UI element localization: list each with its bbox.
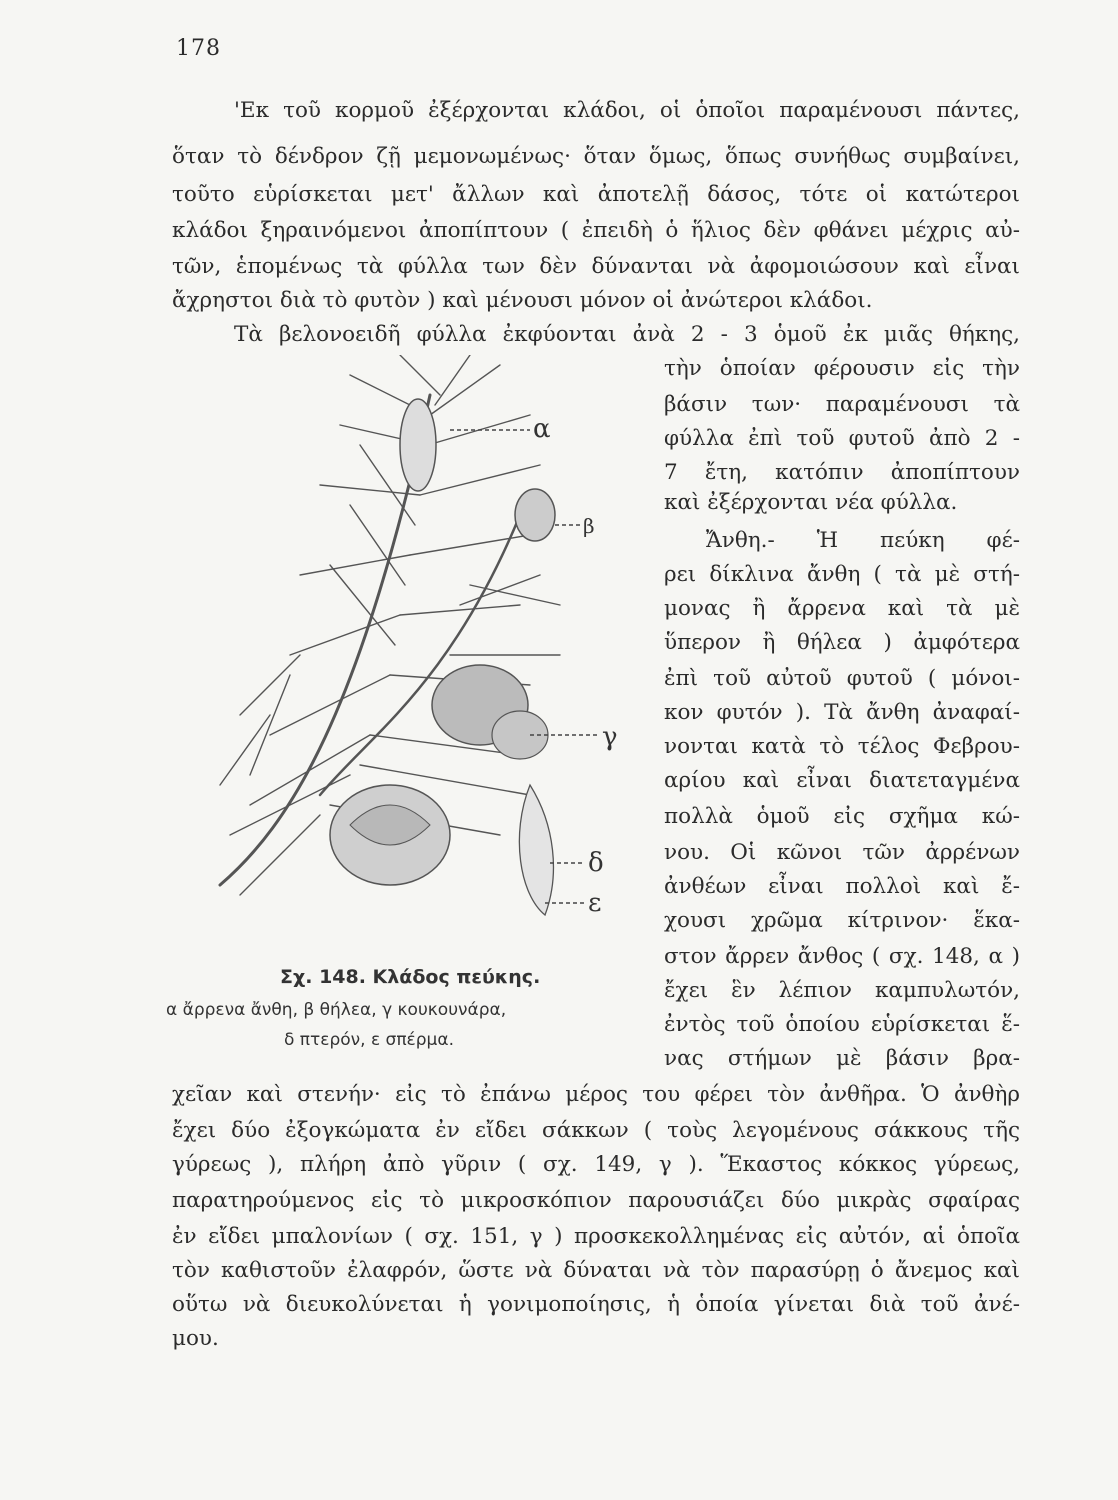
text-line: γύρεως ), πλήρη ἀπὸ γῦριν ( σχ. 149, γ ). Ἕκαστος κόκκος γύρεως, <box>172 1152 1020 1177</box>
text-line: τὴν ὁποίαν φέρουσιν εἰς τὴν <box>664 356 1020 381</box>
text-line: Ἄνθη.- Ἡ πεύκη φέ- <box>706 528 1020 553</box>
text-line: κλάδοι ξηραινόμενοι ἀποπίπτουν ( ἐπειδὴ ὁ ἥλιος δὲν φθάνει μέχρις αὐ- <box>172 218 1020 243</box>
text-line: τοῦτο εὑρίσκεται μετ' ἄλλων καὶ ἀποτελῇ δάσος, τότε οἱ κατώτεροι <box>172 182 1020 207</box>
text-line: μονας ἢ ἄρρενα καὶ τὰ μὲ <box>664 596 1020 621</box>
text-line: καὶ ἐξέρχονται νέα φύλλα. <box>664 490 958 515</box>
text-line: 'Εκ τοῦ κορμοῦ ἐξέρχονται κλάδοι, οἱ ὁποῖοι παραμένουσι πάντες, <box>234 98 1020 123</box>
text-line: Τὰ βελονοειδῆ φύλλα ἐκφύονται ἀνὰ 2 - 3 ὁμοῦ ἐκ μιᾶς θήκης, <box>234 322 1020 347</box>
text-line: ἄχρηστοι διὰ τὸ φυτὸν ) καὶ μένουσι μόνον οἱ ἀνώτεροι κλάδοι. <box>172 288 873 313</box>
figure-label: δ <box>588 848 604 878</box>
figure-caption-title: Σχ. 148. Κλάδος πεύκης. <box>280 966 541 988</box>
text-line: 7 ἔτη, κατόπιν ἀποπίπτουν <box>664 460 1020 485</box>
figure-label: α <box>533 414 551 444</box>
text-line: τῶν, ἑπομένως τὰ φύλλα των δὲν δύνανται νὰ ἀφομοιώσουν καὶ εἶναι <box>172 254 1020 279</box>
text-line: ὕπερον ἢ θήλεα ) ἀμφότερα <box>664 630 1020 655</box>
pine-branch-illustration <box>200 355 640 955</box>
text-line: ὅταν τὸ δένδρον ζῇ μεμονωμένως· ὅταν ὅμως, ὅπως συνήθως συμβαίνει, <box>172 144 1020 169</box>
text-line: βάσιν των· παραμένουσι τὰ <box>664 392 1020 417</box>
text-line: νονται κατὰ τὸ τέλος Φεβρου- <box>664 734 1020 759</box>
figure-caption-line: δ πτερόν, ε σπέρμα. <box>284 1030 454 1050</box>
text-line: χουσι χρῶμα κίτρινον· ἕκα- <box>664 908 1020 933</box>
text-line: στον ἄρρεν ἄνθος ( σχ. 148, α ) <box>664 944 1020 969</box>
text-line: ἔχει ἓν λέπιον καμπυλωτόν, <box>664 978 1020 1003</box>
text-line: ἔχει δύο ἐξογκώματα ἐν εἴδει σάκκων ( τοὺς λεγομένους σάκκους τῆς <box>172 1118 1020 1143</box>
text-line: πολλὰ ὁμοῦ εἰς σχῆμα κώ- <box>664 804 1020 829</box>
text-line: ἐπὶ τοῦ αὐτοῦ φυτοῦ ( μόνοι- <box>664 666 1020 691</box>
figure-caption-line: α ἄρρενα ἄνθη, β θήλεα, γ κουκουνάρα, <box>166 1000 507 1020</box>
text-line: τὸν καθιστοῦν ἐλαφρόν, ὥστε νὰ δύναται νὰ τὸν παρασύρῃ ὁ ἄνεμος καὶ <box>172 1258 1020 1283</box>
text-line: αρίου καὶ εἶναι διατεταγμένα <box>664 768 1020 793</box>
text-line: ἐντὸς τοῦ ὁποίου εὑρίσκεται ἕ- <box>664 1012 1020 1037</box>
text-line: παρατηρούμενος εἰς τὸ μικροσκόπιον παρουσιάζει δύο μικρὰς σφαίρας <box>172 1188 1020 1213</box>
text-line: ἀνθέων εἶναι πολλοὶ καὶ ἔ- <box>664 874 1020 899</box>
figure-label: ε <box>588 888 602 918</box>
text-line: κον φυτόν ). Τὰ ἄνθη ἀναφαί- <box>664 700 1020 725</box>
text-line: νου. Οἱ κῶνοι τῶν ἀρρένων <box>664 840 1020 865</box>
figure-label: γ <box>602 722 618 752</box>
text-line: νας στήμων μὲ βάσιν βρα- <box>664 1046 1020 1071</box>
text-line: ἐν εἴδει μπαλονίων ( σχ. 151, γ ) προσκεκολλημένας εἰς αὐτόν, αἱ ὁποῖα <box>172 1224 1020 1249</box>
text-line: χεῖαν καὶ στενήν· εἰς τὸ ἐπάνω μέρος του φέρει τὸν ἀνθῆρα. Ὁ ἀνθὴρ <box>172 1082 1020 1107</box>
figure-label: β <box>583 514 595 538</box>
text-line: φύλλα ἐπὶ τοῦ φυτοῦ ἀπὸ 2 - <box>664 426 1020 451</box>
pine-branch-figure <box>200 355 640 955</box>
text-line: οὕτω νὰ διευκολύνεται ἡ γονιμοποίησις, ἡ ὁποία γίνεται διὰ τοῦ ἀνέ- <box>172 1292 1020 1317</box>
text-line: μου. <box>172 1326 219 1351</box>
text-line: ρει δίκλινα ἄνθη ( τὰ μὲ στή- <box>664 562 1020 587</box>
page-number: 178 <box>176 36 221 61</box>
